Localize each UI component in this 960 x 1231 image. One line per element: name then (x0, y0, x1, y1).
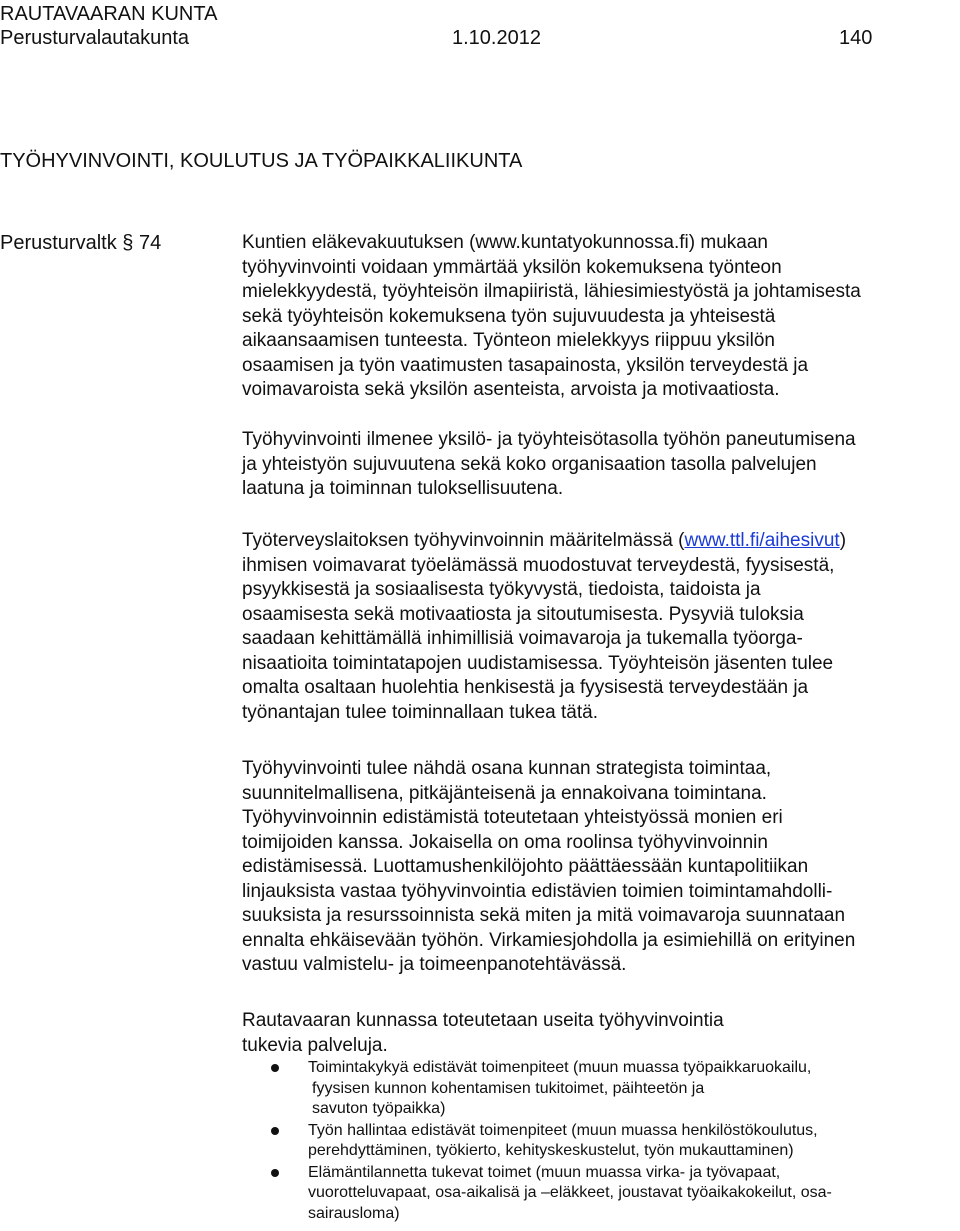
text-line: ja yhteistyön sujuvuutena sekä koko organisaation tasolla palvelujen (242, 453, 817, 475)
text-line: työhyvinvointi voidaan ymmärtää yksilön kokemuksena työnteon (242, 256, 782, 278)
text-line: suuksista ja resurssoinnista sekä miten ja mitä voimavaroja suunnataan (242, 905, 846, 926)
text-line: perehdyttäminen, työkierto, kehityskeskustelut, työn mukauttaminen) (308, 1142, 794, 1159)
paragraph-strategy (242, 757, 958, 978)
text-line (242, 530, 846, 551)
text-line: saadaan kehittämällä inhimillisiä voimavaroja ja tukemalla työorga- (242, 628, 803, 649)
text-line: Toimintakykyä edistävät toimenpiteet (muun muassa työpaikkaruokailu, (308, 1059, 812, 1076)
organization-name: RAUTAVAARAN KUNTA (0, 3, 218, 25)
text-line: edistämisessä. Luottamushenkilöjohto päättäessään kuntapolitiikan (242, 856, 809, 877)
text-line: osaamisen ja työn vaatimusten tasapainosta, yksilön terveydestä ja (242, 354, 809, 376)
text-line: ennalta ehkäisevään työhön. Virkamiesjohdolla ja esimiehillä on erityinen (242, 929, 856, 951)
list-item (268, 1058, 958, 1120)
meeting-date: 1.10.2012 (452, 27, 541, 49)
text-line: suunnitelmallisena, pitkäjänteisenä ja ennakoivana toimintana. (242, 782, 767, 804)
text-line: sekä työyhteisön kokemuksena työn sujuvuudesta ja yhteisestä (242, 305, 776, 327)
text-line: aikaansaamisen tunteesta. Työnteon mielekkyys riippuu yksilön (242, 330, 775, 351)
text-line: vuorotteluvapaat, osa-aikalisä ja –eläkkeet, joustavat työaikakokeilut, osa- (308, 1184, 832, 1201)
text-line: ihmisen voimavarat työelämässä muodostuvat terveydestä, fyysisestä, (242, 554, 835, 576)
text-fragment: ) (839, 530, 847, 551)
text-line: Kuntien eläkevakuutuksen (www.kuntatyokunnossa.fi) mukaan (242, 232, 768, 253)
text-line: fyysisen kunnon kohentamisen tukitoimet, päihteetön ja (312, 1079, 705, 1097)
bullet-icon (271, 1127, 279, 1135)
text-line: Elämäntilannetta tukevat toimet (muun muassa virka- ja työvapaat, (308, 1163, 781, 1181)
text-line: Työhyvinvoinnin edistämistä toteutetaan yhteistyössä monien eri (242, 807, 783, 828)
text-line: savuton työpaikka) (312, 1100, 446, 1117)
page-number: 140 (839, 27, 873, 49)
text-line: tukevia palveluja. (242, 1034, 388, 1056)
text-line: vastuu valmistelu- ja toimeenpanotehtävässä. (242, 954, 627, 975)
paragraph-definition-ttl (242, 529, 958, 725)
text-line: osaamisesta sekä motivaatiosta ja sitoutumisesta. Pysyviä tuloksia (242, 603, 804, 625)
text-fragment: Työterveyslaitoksen työhyvinvoinnin määritelmässä ( (242, 530, 685, 551)
text-line: sairausloma) (308, 1204, 400, 1222)
text-line: linjauksista vastaa työhyvinvointia edistävien toimien toimintamahdolli- (242, 880, 833, 902)
text-line: nisaatioita toimintatapojen uudistamisessa. Työyhteisön jäsenten tulee (242, 652, 834, 674)
text-line: laatuna ja toiminnan tuloksellisuutena. (242, 478, 564, 499)
text-line: psyykkisestä ja sosiaalisesta työkyvystä, tiedoista, taidoista ja (242, 579, 761, 600)
section-title: TYÖHYVINVOINTI, KOULUTUS JA TYÖPAIKKALIIKUNTA (0, 150, 523, 172)
text-line: voimavaroista sekä yksilön asenteista, arvoista ja motivaatiosta. (242, 379, 780, 400)
text-line: omalta osaltaan huolehtia henkisestä ja fyysisestä terveydestään ja (242, 677, 809, 698)
text-line: Rautavaaran kunnassa toteutetaan useita työhyvinvointia (242, 1010, 724, 1031)
text-line: Työhyvinvointi tulee nähdä osana kunnan strategista toimintaa, (242, 758, 772, 779)
board-name: Perusturvalautakunta (0, 27, 190, 49)
list-item (268, 1163, 958, 1225)
services-bullet-list (268, 1058, 958, 1225)
section-reference: Perusturvaltk § 74 (0, 232, 162, 254)
list-item (268, 1121, 958, 1162)
text-line: työnantajan tulee toiminnallaan tukea tätä. (242, 701, 598, 723)
ttl-link[interactable]: www.ttl.fi/aihesivut (684, 530, 840, 551)
text-line: mielekkyydestä, työyhteisön ilmapiiristä, lähiesimiestyöstä ja johtamisesta (242, 281, 861, 302)
text-line: Työn hallintaa edistävät toimenpiteet (muun muassa henkilöstökoulutus, (308, 1121, 818, 1139)
text-line: toimijoiden kanssa. Jokaisella on oma roolinsa työhyvinvoinnin (242, 831, 768, 853)
bullet-icon (271, 1064, 279, 1072)
bullet-icon (271, 1169, 279, 1177)
paragraph-services-intro (242, 1009, 958, 1058)
paragraph-definition-keva (242, 231, 958, 403)
paragraph-manifestation (242, 428, 958, 502)
text-line: Työhyvinvointi ilmenee yksilö- ja työyhteisötasolla työhön paneutumisena (242, 429, 856, 450)
